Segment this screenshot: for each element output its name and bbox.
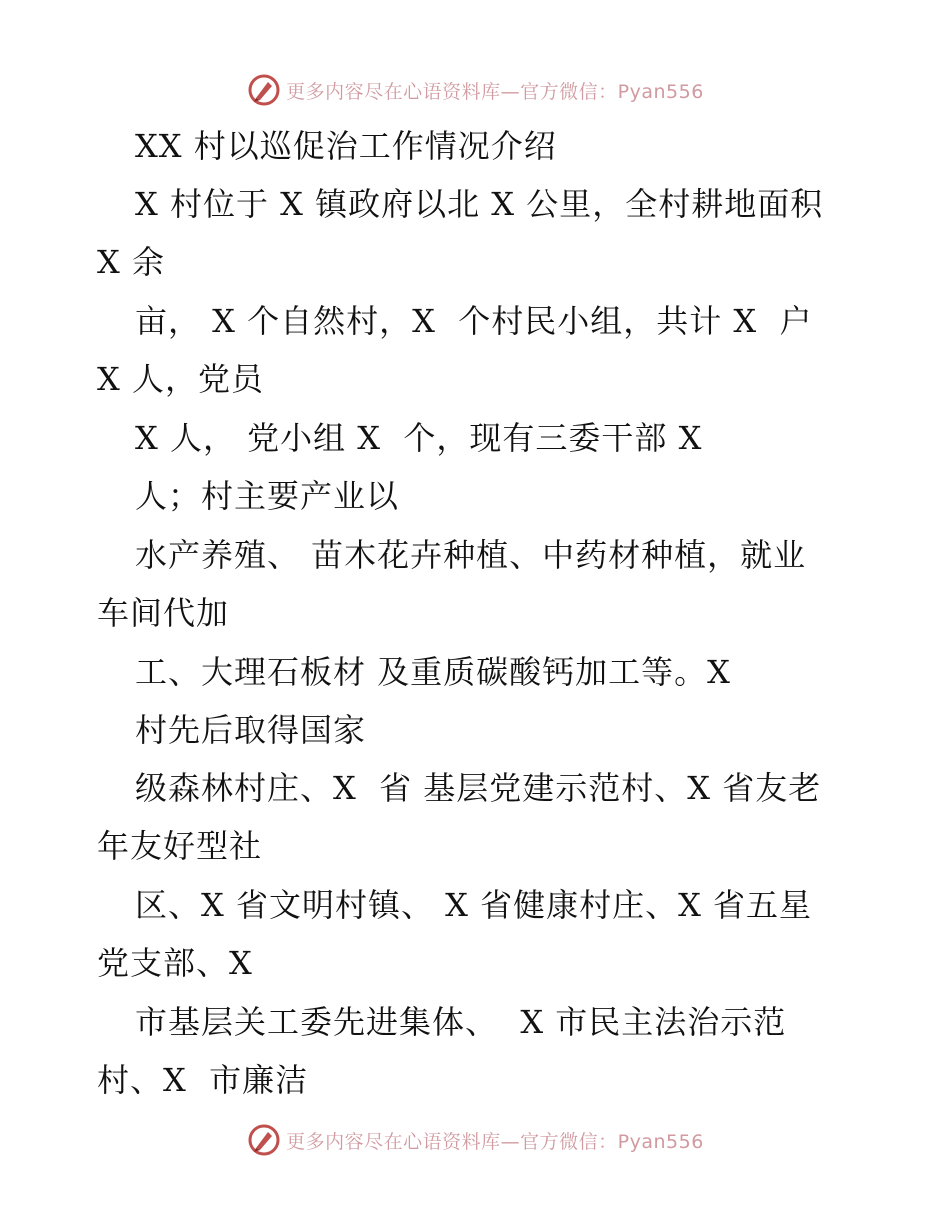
paragraph-line: X 余 bbox=[97, 243, 165, 281]
paragraph-line: 人；村主要产业以 bbox=[135, 477, 400, 515]
paragraph-line: 亩， X 个自然村，X 个村民小组，共计 X 户 bbox=[135, 302, 813, 340]
banner-text: 更多内容尽在心语资料库—官方微信：Pyan556 bbox=[286, 1130, 704, 1153]
paragraph-line: 党支部、X bbox=[97, 944, 253, 982]
banner-text: 更多内容尽在心语资料库—官方微信：Pyan556 bbox=[286, 80, 704, 103]
paragraph-line: X 村位于 X 镇政府以北 X 公里，全村耕地面积 bbox=[135, 185, 824, 223]
pen-logo-icon bbox=[246, 1122, 282, 1158]
paragraph-line: 水产养殖、 苗木花卉种植、中药材种植，就业 bbox=[135, 536, 807, 574]
paragraph-line: X 人， 党小组 X 个，现有三委干部 X bbox=[135, 419, 703, 457]
document-title: XX 村以巡促治工作情况介绍 bbox=[135, 127, 557, 165]
paragraph-line: 村、X 市廉洁 bbox=[97, 1061, 309, 1099]
paragraph-line: 工、大理石板材 及重质碳酸钙加工等。X bbox=[135, 653, 731, 691]
paragraph-line: 车间代加 bbox=[97, 594, 230, 632]
header-banner bbox=[0, 70, 950, 110]
paragraph-line: 级森林村庄、X 省 基层党建示范村、X 省友老 bbox=[135, 769, 822, 807]
paragraph-line: X 人，党员 bbox=[97, 360, 264, 398]
paragraph-line: 区、X 省文明村镇、 X 省健康村庄、X 省五星 bbox=[135, 886, 813, 924]
pen-logo-icon bbox=[246, 72, 282, 108]
footer-banner bbox=[0, 1120, 950, 1160]
paragraph-line: 村先后取得国家 bbox=[135, 711, 367, 749]
paragraph-line: 市基层关工委先进集体、 X 市民主法治示范 bbox=[135, 1003, 787, 1041]
paragraph-line: 年友好型社 bbox=[97, 827, 263, 865]
